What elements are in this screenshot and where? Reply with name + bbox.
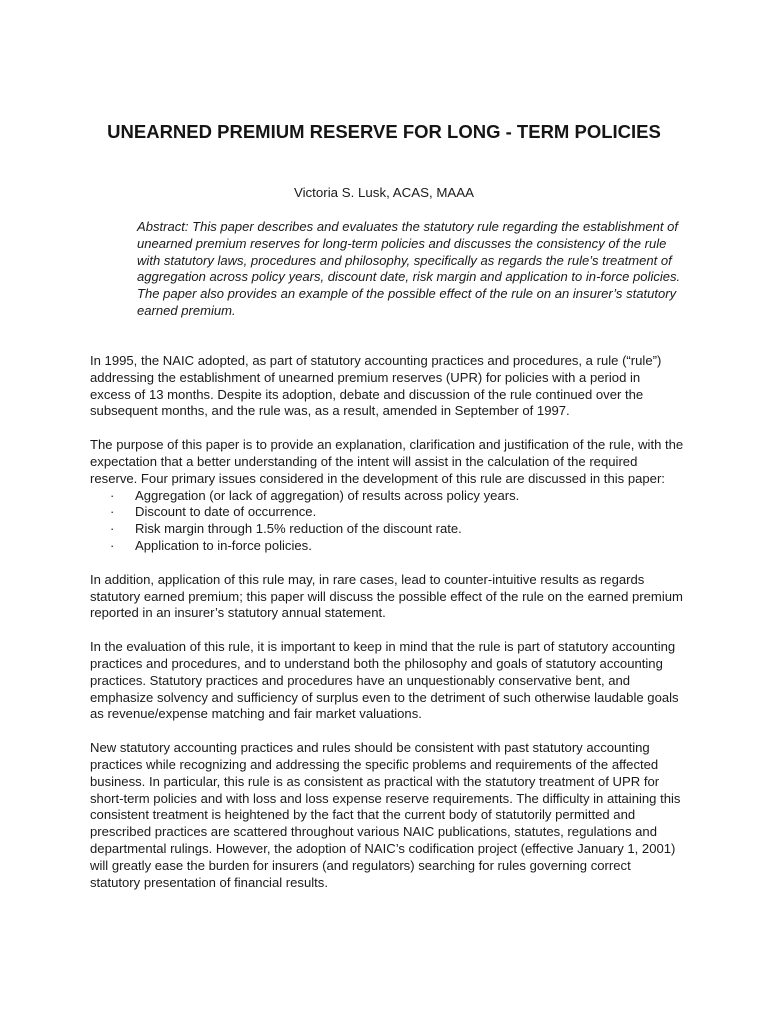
list-item [90, 521, 684, 538]
list-item [90, 488, 684, 505]
list-item-text: Discount to date of occurrence. [135, 504, 317, 520]
paragraph-purpose: The purpose of this paper is to provide an explanation, clarification and justification of the rule, with the expectation that a better understanding of the intent will assist in the calculation of the required reserve. Four primary issues considered in the development of this rule are discussed in this paper: [90, 437, 684, 486]
list-item-text: Aggregation (or lack of aggregation) of results across policy years. [135, 487, 520, 503]
bullet-marker: · [110, 537, 115, 553]
bullet-marker: · [110, 487, 115, 503]
issues-list [90, 488, 684, 555]
body-text [90, 353, 684, 908]
bullet-marker: · [110, 504, 115, 520]
paragraph-intro: In 1995, the NAIC adopted, as part of statutory accounting practices and procedures, a rule (“rule”) addressing the establishment of unearned premium reserves (UPR) for policies with a period in excess of 13 months. Despite its adoption, debate and discussion of the rule continued over the subsequent months, and the rule was, as a result, amended in September of 1997. [90, 353, 662, 419]
paragraph-consistency: New statutory accounting practices and rules should be consistent with past statutory accounting practices while recognizing and addressing the specific problems and requirements of the affected business. In particular, this rule is as consistent as practical with the statutory treatment of UPR for short-term policies and with loss and loss expense reserve requirements. The difficulty in attaining this consistent treatment is heightened by the fact that the current body of statutorily permitted and prescribed practices are scattered throughout various NAIC publications, statutes, regulations and departmental rulings. However, the adoption of NAIC’s codification project (effective January 1, 2001) will greatly ease the burden for insurers (and regulators) searching for rules governing correct statutory presentation of financial results. [90, 740, 681, 890]
bullet-marker: · [110, 521, 115, 537]
author-line: Victoria S. Lusk, ACAS, MAAA [293, 185, 475, 200]
paragraph-earned-premium: In addition, application of this rule may, in rare cases, lead to counter-intuitive results as regards statutory earned premium; this paper will discuss the possible effect of the rule on the earned premium reported in an insurer’s statutory annual statement. [90, 571, 683, 621]
list-item-text: Risk margin through 1.5% reduction of the discount rate. [135, 521, 462, 537]
paper-title: UNEARNED PREMIUM RESERVE FOR LONG - TERM POLICIES [107, 121, 661, 142]
list-item [90, 504, 684, 521]
list-item-text: Application to in-force policies. [135, 537, 312, 553]
paragraph-evaluation: In the evaluation of this rule, it is important to keep in mind that the rule is part of statutory accounting practices and procedures, and to understand both the philosophy and goals of statutory accounting practices. Statutory practices and procedures have an unquestionably conservative bent, and emphasize solvency and sufficiency of surplus even to the detriment of such otherwise laudable goals as revenue/expense matching and fair market valuations. [90, 639, 679, 722]
list-item [90, 538, 684, 555]
abstract: Abstract: This paper describes and evaluates the statutory rule regarding the establishment of unearned premium reserves for long-term policies and discusses the consistency of the rule with statutory laws, procedures and philosophy, specifically as regards the rule’s treatment of aggregation across policy years, discount date, risk margin and application to in-force policies. The paper also provides an example of the possible effect of the rule on an insurer’s statutory earned premium. [137, 219, 681, 318]
